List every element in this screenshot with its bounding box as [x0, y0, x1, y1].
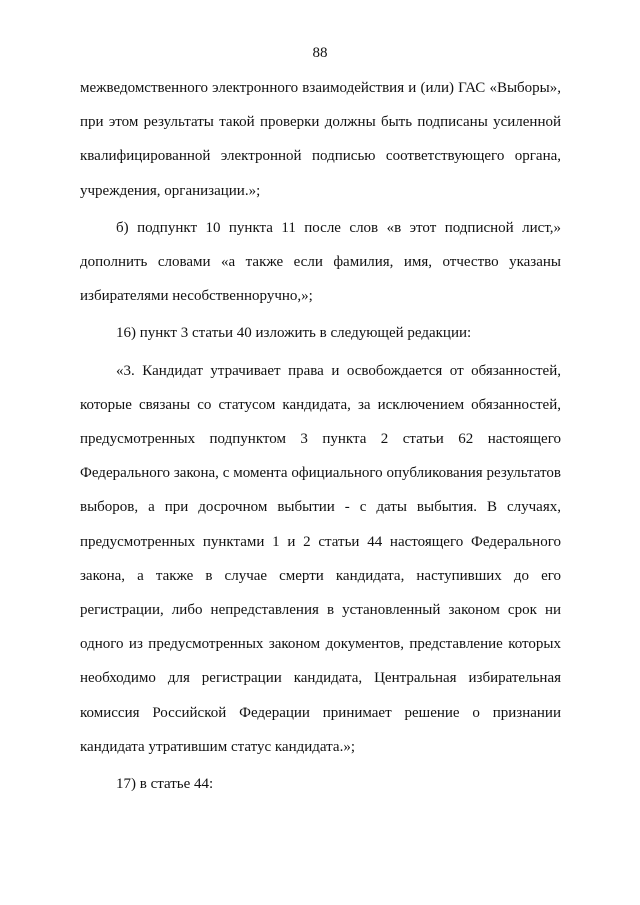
paragraph-clause-3: «3. Кандидат утрачивает права и освобождается от обязанностей, которые связаны со статусом кандидата, за исключением обязанностей, предусмотренных подпунктом 3 пункта 2 статьи 62 настоящего Федерального закона, с момента официального опубликования результатов выборов, а при досрочном выбытии - с даты выбытия. В случаях, предусмотренных пунктами 1 и 2 статьи 44 настоящего Федерального закона, а также в случае смерти кандидата, наступивших до его регистрации, либо непредставления в установленный законом срок ни одного из предусмотренных законом документов, представление которых необходимо для регистрации кандидата, Центральная избирательная комиссия Российской Федерации принимает решение о признании кандидата утратившим статус кандидата.»;: [80, 362, 561, 755]
page-number: 88: [312, 45, 328, 61]
paragraph-subitem-b: б) подпункт 10 пункта 11 после слов «в этот подписной лист,» дополнить словами «а также если фамилия, имя, отчество указаны избирателями несобственноручно,»;: [80, 219, 561, 305]
document-body: [80, 71, 561, 801]
paragraph-item-17: 17) в статье 44:: [116, 776, 214, 793]
paragraph-item-16: 16) пункт 3 статьи 40 изложить в следующей редакции:: [116, 325, 472, 342]
paragraph-continuation: межведомственного электронного взаимодействия и (или) ГАС «Выборы», при этом результаты такой проверки должны быть подписаны усиленной квалифицированной электронной подписью соответствующего органа, учреждения, организации.»;: [80, 80, 561, 199]
